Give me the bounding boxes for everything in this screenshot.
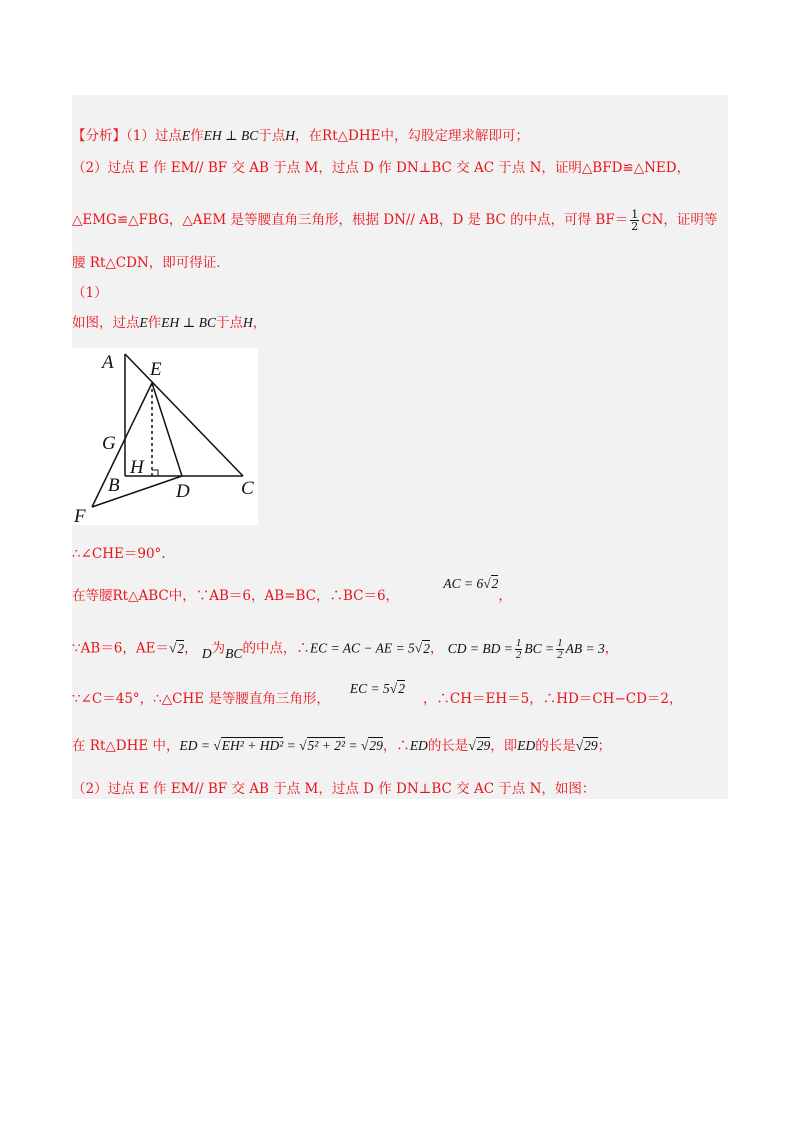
label-g: G <box>102 433 116 454</box>
text: 于点 <box>215 315 243 331</box>
point-e: E <box>139 315 148 330</box>
cd-formula <box>447 637 605 661</box>
sqrt-sign: √ <box>360 738 369 753</box>
sqrt-sign: √ <box>389 681 398 696</box>
radicand: 29 <box>476 738 491 753</box>
radicand: 29 <box>584 738 598 753</box>
label-c: C <box>241 478 254 499</box>
text: 在等腰Rt△ABC中，∵AB＝6，AB=BC，∴BC＝6， <box>72 588 400 604</box>
text: ， <box>498 588 512 604</box>
text: 为 <box>211 640 226 657</box>
ec-formula <box>350 681 405 696</box>
part1-line-1 <box>72 313 266 333</box>
solution-panel <box>72 95 728 799</box>
text: ，∴ <box>382 738 410 754</box>
text: 在 Rt△DHE 中， <box>72 738 180 754</box>
text: EC = AC − AE = 5 <box>309 640 415 656</box>
radicand: 2 <box>398 681 405 696</box>
label-a: A <box>102 352 114 373</box>
text: 于点 <box>258 128 286 144</box>
sqrt-sign: √ <box>299 738 307 753</box>
text: ， <box>252 315 267 331</box>
sqrt-sign: √ <box>575 738 584 753</box>
fraction-den: 2 <box>631 220 639 233</box>
sqrt-sign: √ <box>483 576 491 591</box>
text: 的长是 <box>427 738 469 754</box>
analysis-label: 【分析】 <box>72 128 126 144</box>
analysis-line-1 <box>72 126 529 146</box>
segment-bc-text: BC <box>225 645 243 661</box>
text: ， <box>429 640 444 657</box>
ac-formula <box>443 576 498 591</box>
radicand: 2 <box>491 576 499 591</box>
text: ， <box>604 640 619 657</box>
triangle-diagram <box>72 348 258 525</box>
text: ED = <box>179 738 210 753</box>
part2-line-1: （2）过点 E 作 EM// BF 交 AB 于点 M，过点 D 作 DN⊥BC 交 AC 于点 N，如图： <box>72 781 596 797</box>
label-d: D <box>176 481 190 502</box>
fraction-den: 2 <box>515 649 522 661</box>
label-e: E <box>150 359 162 380</box>
fraction-half <box>630 209 639 232</box>
analysis-line-2: （2）过点 E 作 EM// BF 交 AB 于点 M，过点 D 作 DN⊥BC 交 AC 于点 N，证明△BFD≌△NED， <box>72 160 691 176</box>
part1-line-3 <box>72 576 512 606</box>
ec-formula <box>310 640 430 656</box>
text: = <box>286 738 296 753</box>
point-h: H <box>285 128 296 143</box>
text: CD = BD = <box>447 640 513 656</box>
point-d: D <box>201 645 212 661</box>
sqrt-sign: √ <box>213 738 221 753</box>
text: 作 <box>190 128 204 144</box>
text: CN，证明等 <box>641 212 718 228</box>
fraction-den: 2 <box>557 649 563 661</box>
part1-line-5 <box>72 681 683 709</box>
text: ，在Rt△DHE中，勾股定理求解即可； <box>295 128 529 144</box>
text: 的长是 <box>535 738 576 754</box>
label-f: F <box>74 506 86 525</box>
text: 如图，过点 <box>72 315 140 331</box>
part1-line-4 <box>72 638 618 661</box>
perp-formula: EH ⊥ BC <box>203 128 259 143</box>
label-b: B <box>108 475 120 496</box>
ed-text: ED <box>409 738 428 753</box>
fraction-half <box>556 638 564 661</box>
fraction-num: 1 <box>631 208 639 221</box>
text: 作 <box>147 315 162 331</box>
text: ∵AB＝6，AE＝ <box>72 640 169 657</box>
part1-line-6 <box>72 736 611 756</box>
text: AC = 6 <box>443 576 484 591</box>
analysis-line-3 <box>72 209 717 232</box>
point-e: E <box>181 128 191 143</box>
sqrt-sign: √ <box>414 640 423 656</box>
text: ， <box>184 640 198 657</box>
part1-label: （1） <box>72 285 108 301</box>
fraction-num: 1 <box>557 637 563 649</box>
text: ，∴CH＝EH＝5，∴HD＝CH−CD＝2， <box>422 691 683 707</box>
analysis-line-4: 腰 Rt△CDN，即可得证． <box>72 255 230 271</box>
radicand: 2 <box>177 640 185 656</box>
part1-line-2: ∴∠CHE＝90°. <box>72 546 166 562</box>
ed-text: ED <box>517 738 536 753</box>
perp-formula: EH ⊥ BC <box>161 315 216 330</box>
text: = <box>348 738 358 753</box>
radicand: 29 <box>369 738 383 753</box>
text: BC = <box>524 640 555 656</box>
sqrt-sign: √ <box>168 640 177 656</box>
text: AB = 3 <box>565 640 605 656</box>
geometry-figure <box>72 348 258 525</box>
text: ； <box>597 738 612 754</box>
text: （1）过点 <box>126 128 182 144</box>
sqrt-sign: √ <box>468 738 476 753</box>
right-angle-mark <box>152 470 158 476</box>
segment-ef <box>92 383 152 507</box>
fraction-half <box>515 638 523 661</box>
text: ∵∠C＝45°，∴△CHE 是等腰直角三角形， <box>72 691 330 707</box>
text: 的中点，∴ <box>242 640 310 657</box>
ed-formula <box>180 737 383 753</box>
point-h: H <box>242 315 253 330</box>
radicand: 5² + 2² <box>307 738 346 753</box>
text: EC = 5 <box>349 681 390 696</box>
text: ，即 <box>490 738 518 754</box>
radicand: 2 <box>423 640 430 656</box>
text: △EMG≌△FBG，△AEM 是等腰直角三角形，根据 DN// AB，D 是 BC 的中点，可得 BF＝ <box>72 212 629 228</box>
label-h: H <box>130 457 144 478</box>
radicand: EH² + HD² <box>221 738 284 753</box>
fraction-num: 1 <box>515 637 522 649</box>
